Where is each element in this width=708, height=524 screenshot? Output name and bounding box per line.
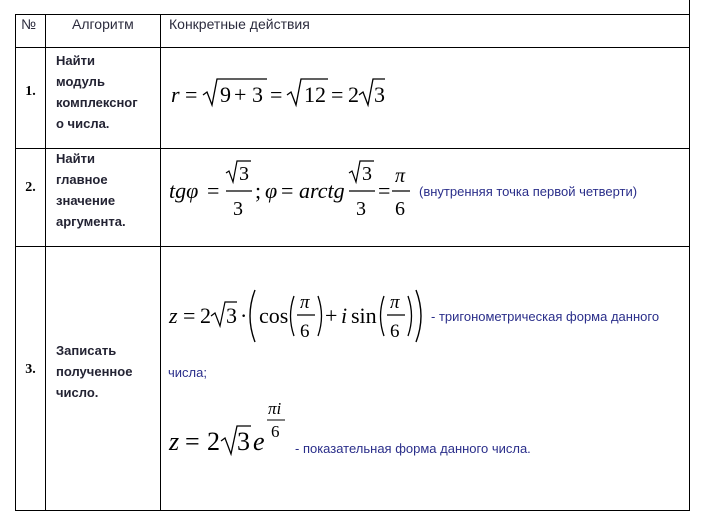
svg-text:i: i <box>341 303 348 328</box>
row2-algorithm-line: аргумента. <box>56 214 126 229</box>
table-right-border <box>689 0 690 511</box>
table-bottom-border <box>15 510 690 511</box>
row2-algorithm-line: главное <box>56 172 108 187</box>
row3-algorithm-line: число. <box>56 385 99 400</box>
svg-text:2: 2 <box>200 303 211 328</box>
svg-text:cos: cos <box>259 303 289 328</box>
svg-text:=: = <box>185 82 198 107</box>
svg-text:=: = <box>183 303 196 328</box>
svg-text:φ: φ <box>265 178 278 203</box>
svg-text:z: z <box>169 303 178 328</box>
row3-algorithm <box>56 340 132 403</box>
svg-text:3: 3 <box>362 163 372 185</box>
svg-text:2: 2 <box>348 82 359 107</box>
svg-text:;: ; <box>255 178 262 203</box>
row2-note: (внутренняя точка первой четверти) <box>419 184 638 199</box>
svg-text:=: = <box>378 178 391 203</box>
svg-text:3: 3 <box>252 82 263 107</box>
row1-algorithm-line: о числа. <box>56 116 110 131</box>
row1-algorithm <box>56 50 138 134</box>
svg-text:3: 3 <box>237 427 250 456</box>
row3-num: 3. <box>25 362 36 377</box>
svg-text:r: r <box>171 82 180 107</box>
header-num: № <box>21 16 37 32</box>
svg-text:3: 3 <box>356 198 366 220</box>
header-bottom-border <box>15 47 690 48</box>
col1-border <box>45 14 46 511</box>
svg-text:π: π <box>395 165 406 187</box>
svg-text:3: 3 <box>226 303 237 328</box>
header-actions: Конкретные действия <box>169 16 310 32</box>
svg-text:·: · <box>240 303 248 328</box>
row1-algorithm-line: комплексног <box>56 95 138 110</box>
svg-text:2: 2 <box>207 427 220 456</box>
row2-algorithm <box>56 148 126 232</box>
svg-text:6: 6 <box>390 321 400 342</box>
svg-text:tgφ: tgφ <box>169 178 199 203</box>
svg-text:e: e <box>253 427 265 456</box>
svg-text:sin: sin <box>351 303 377 328</box>
row3-algorithm-line: полученное <box>56 364 133 379</box>
row3-note-trig-line2: числа; <box>168 365 207 380</box>
row2-algorithm-line: Найти <box>56 151 95 166</box>
svg-text:6: 6 <box>300 321 310 342</box>
table-top-border <box>15 14 690 15</box>
col2-border <box>160 14 161 511</box>
svg-text:9: 9 <box>220 82 231 107</box>
row3-formula-trig <box>165 286 427 348</box>
svg-text:=: = <box>207 178 220 203</box>
row2-algorithm-line: значение <box>56 193 116 208</box>
svg-text:3: 3 <box>233 198 243 220</box>
svg-text:arctg: arctg <box>299 178 345 203</box>
svg-text:12: 12 <box>304 82 326 107</box>
svg-text:z: z <box>169 427 180 456</box>
svg-text:=: = <box>331 82 344 107</box>
row1-formula <box>165 75 385 111</box>
svg-text:6: 6 <box>395 198 405 220</box>
row1-algorithm-line: Найти <box>56 53 95 68</box>
row2-bottom-border <box>15 246 690 247</box>
svg-text:3: 3 <box>239 163 249 185</box>
row3-note-trig-line1: - тригонометрическая форма данного <box>431 309 660 324</box>
svg-text:+: + <box>234 82 247 107</box>
row1-algorithm-line: модуль <box>56 74 105 89</box>
svg-text:6: 6 <box>271 422 280 441</box>
header-algorithm: Алгоритм <box>72 16 134 32</box>
svg-text:=: = <box>270 82 283 107</box>
row1-num: 1. <box>25 84 36 99</box>
svg-text:π: π <box>390 292 400 313</box>
svg-text:3: 3 <box>374 82 385 107</box>
svg-text:πi: πi <box>268 400 282 418</box>
row3-formula-exp <box>165 400 295 462</box>
row2-formula <box>165 158 415 222</box>
row3-algorithm-line: Записать <box>56 343 117 358</box>
svg-text:=: = <box>185 427 200 456</box>
row2-num: 2. <box>25 180 36 195</box>
svg-text:=: = <box>281 178 294 203</box>
svg-text:π: π <box>300 292 310 313</box>
svg-text:+: + <box>325 303 338 328</box>
row3-note-exp: - показательная форма данного числа. <box>295 441 531 456</box>
